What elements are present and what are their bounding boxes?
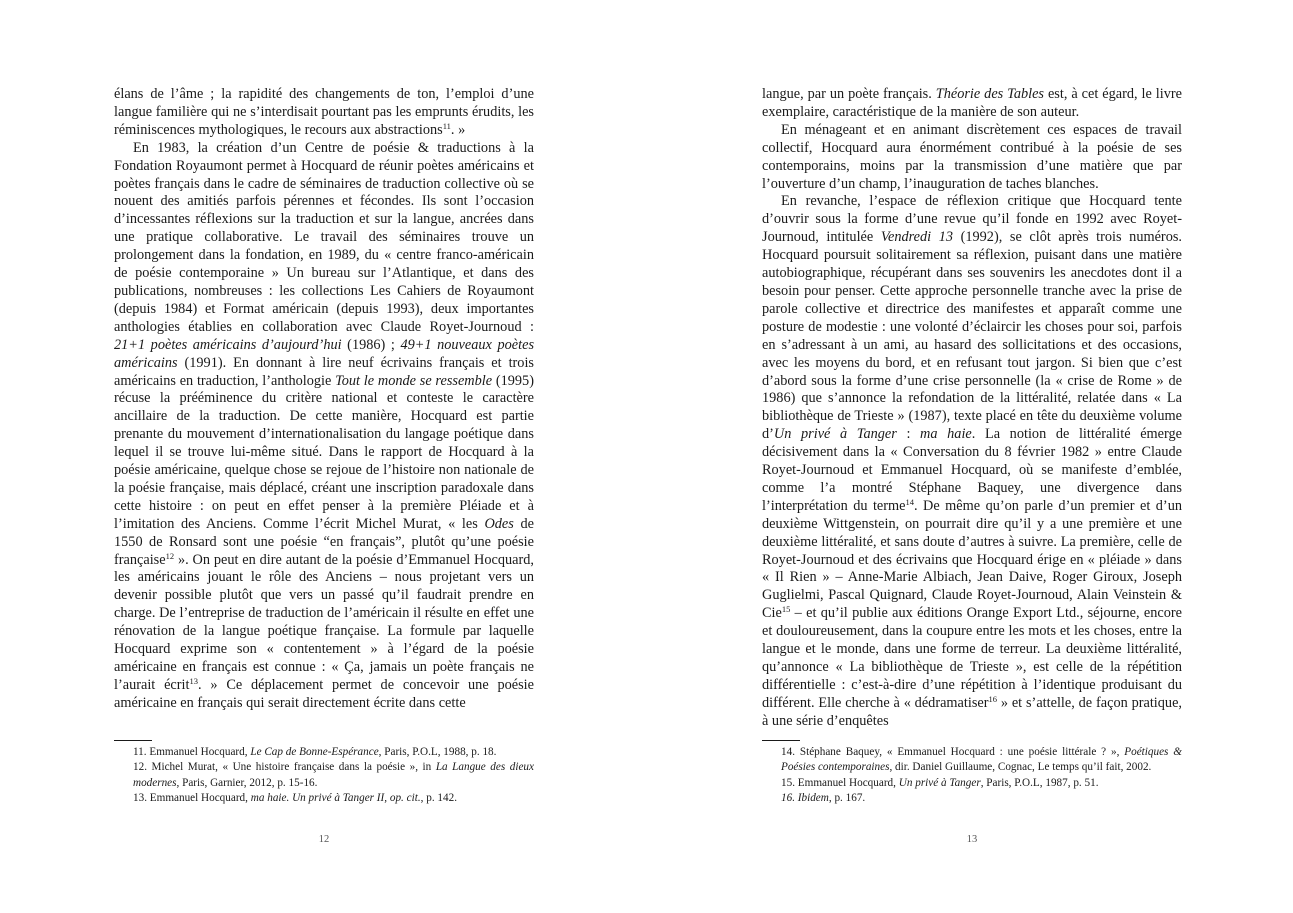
italic-text: Tout le monde se ressemble (335, 372, 493, 389)
text-run: langue, par un poète français. (762, 86, 936, 102)
italic-text: 21+1 poètes américains d’aujourd’hui (114, 336, 342, 353)
left-page-body (114, 86, 534, 713)
footnote-reference: 11 (442, 120, 451, 131)
text-run: 13. Emmanuel Hocquard, (133, 791, 251, 804)
footnote-rule (762, 740, 800, 741)
footnote-reference: 15 (781, 604, 791, 615)
left-page-footnotes (114, 740, 534, 806)
text-run: . » (450, 121, 466, 138)
text-run: , Paris, Garnier, 2012, p. 15-16. (176, 776, 318, 789)
paragraph (762, 193, 1182, 730)
text-run: 14. Stéphane Baquey, « Emmanuel Hocquard : une poésie littérale ? », (781, 746, 1125, 758)
italic-text: Un privé à Tanger (773, 426, 897, 443)
text-run: , Paris, P.O.L, 1988, p. 18. (378, 746, 497, 758)
footnote-rule (114, 740, 152, 741)
paragraph (114, 140, 534, 713)
text-run: . De même qu’on parle d’un premier et d’un deuxième Wittgenstein, on pourrait dire qu’il y a une première et une deuxième littéralité, et sans doute d’autres à suivre. La première, celle de Royet-Journoud et des écrivains que Hocquard érige en « pléiade » dans « Il Rien » – Anne-Marie Albiach, Jean Daive, Roger Giroux, Joseph Guglielmi, Pascal Quignard, Claude Royet-Journoud, Alain Veinstein & Cie (762, 497, 1182, 622)
text-run: élans de l’âme ; la rapidité des changements de ton, l’emploi d’une langue familière qui ne s’interdisait pourtant pas les emprunts érudits, les réminiscences mythologiques, le recours aux abstractions (114, 86, 534, 138)
italic-text: Odes (484, 515, 514, 532)
footnote-reference: 12 (165, 550, 175, 561)
text-run: , dir. Daniel Guillaume, Cognac, Le temps qu’il fait, 2002. (889, 761, 1152, 774)
footnote-16 (762, 791, 1182, 806)
footnote-13 (114, 791, 534, 806)
italic-text: La Langue des dieux modernes (133, 761, 534, 789)
text-run: » et s’attelle, de façon pratique, à une série d’enquêtes (762, 694, 1182, 729)
text-run: En ménageant et en animant discrètement ces espaces de travail collectif, Hocquard aura énormément contribué à la poésie de ses contemporains, moins par la transmission d’une matière que par l’ouverture d’un champ, l’inauguration de taches blanches. (762, 121, 1182, 192)
italic-text: Un privé à Tanger (898, 776, 981, 789)
text-run: 15. Emmanuel Hocquard, (781, 776, 899, 789)
text-run: , p. 167. (828, 791, 866, 804)
text-run: . » Ce déplacement permet de concevoir une poésie américaine en français qui serait directement écrite dans cette (114, 676, 534, 711)
text-run: (1991). En donnant à lire neuf écrivains français et trois américains en traduction, l’anthologie (114, 354, 534, 389)
text-run: En revanche, l’espace de réflexion critique que Hocquard tente d’ouvrir sous la forme d’une revue qu’il fonde en 1992 avec Royet-Journoud, intitulée (762, 193, 1182, 246)
footnote-12 (114, 760, 534, 791)
page-number: 13 (966, 834, 978, 845)
footnote-14 (762, 745, 1182, 776)
footnote-reference: 16 (988, 693, 998, 704)
text-run: (1986) ; (341, 336, 401, 353)
text-run: ». On peut en dire autant de la poésie d’Emmanuel Hocquard, les américains jouant le rôle des Anciens – nous projetant vers un devenir possible plutôt que vers un passé qu’il faudrait prendre en charge. De l’entreprise de traduction de l’américain il résulte en effet une rénovation de la langue poétique française. La formule par laquelle Hocquard exprime son « contentement » à l’égard de la poésie américaine en français est connue : « Ça, jamais un poète français ne l’aurait écrit (114, 551, 534, 693)
text-run: : (896, 426, 921, 443)
text-run: (1995) récuse la prééminence du critère national et conteste le caractère ancillaire de la traduction. De cette manière, Hocquard est partie prenante du mouvement d’internationalisation du langage poétique dans lequel il se trouve lui-même situé. Dans le rapport de Hocquard à la poésie américaine, quelque chose se rejoue de l’histoire non nationale de la poésie française, mais déplacé, créant une inscription paradoxale dans cette histoire : on peut en effet penser à la première Pléiade et à l’imitation des Anciens. Comme l’écrit Michel Murat, « les (114, 372, 534, 532)
text-run: , Paris, P.O.L, 1987, p. 51. (980, 776, 1099, 789)
footnote-15 (762, 776, 1182, 791)
page-number: 12 (318, 834, 330, 845)
italic-text: 16. Ibidem (781, 791, 829, 804)
italic-text: 49+1 nouveaux poètes américains (114, 336, 535, 371)
italic-text: Poétiques & Poésies contemporaines (781, 746, 1182, 774)
text-run: 12. Michel Murat, « Une histoire française dans la poésie », in (133, 761, 436, 774)
footnote-reference: 14 (905, 496, 915, 507)
paragraph (762, 122, 1182, 194)
text-run: En 1983, la création d’un Centre de poésie & traductions à la Fondation Royaumont permet à Hocquard de réunir poètes américains et poètes français dans le cadre de séminaires de traduction collective où se nouent des amitiés parfois pérennes et fécondes. Ils sont l’occasion d’incessantes réflexions sur la traduction et sur la langue, ancrées dans une pratique collaborative. Le travail des séminaires trouve un prolongement dans la fondation, en 1989, du « centre franco-américain de poésie contemporaine » Un bureau sur l’Atlantique, et dans des publications, nombreuses : les collections Les Cahiers de Royaumont (depuis 1984) et Format américain (depuis 1993), deux importantes anthologies établies en collaboration avec Claude Royet-Journoud : (114, 139, 534, 335)
paragraph (762, 86, 1182, 122)
text-run: . La notion de littéralité émerge décisivement dans la « Conversation du 8 février 1982 » entre Claude Royet-Journoud et Emmanuel Hocquard, où se manifeste d’emblée, comme l’a montré Stéphane Baquey, une divergence dans l’interprétation du terme (762, 426, 1183, 514)
text-run: (1992), se clôt après trois numéros. Hocquard poursuit solitairement sa réflexion, puisant dans une matière autobiographique, récupérant dans ses souvenirs les anecdotes dont il a besoin pour penser. Cette approche personnelle tranche avec la prise de parole collective et directrice des manifestes et apparaît comme une posture de modestie : une volonté d’éclaircir les choses pour soi, parfois en s’adressant à un ami, au hasard des sollicitations et des occasions, avec les moyens du bord, et en refusant tout jargon. Si bien que c’est d’abord sous la forme d’une crise personnelle (la « crise de Rome » de 1986) que s’annonce la refondation de la littéralité, relatée dans « La bibliothèque de Trieste » (1987), texte placé en tête du deuxième volume d’ (762, 229, 1182, 443)
text-run: est, à cet égard, le livre exemplaire, caractéristique de la manière de son auteur. (762, 86, 1182, 120)
footnote-11 (114, 745, 534, 760)
italic-text: Le Cap de Bonne-Espérance (250, 746, 379, 758)
italic-text: Vendredi 13 (880, 229, 954, 246)
right-page-footnotes (762, 740, 1182, 806)
italic-text: ma haie (920, 426, 972, 443)
text-run: 11. Emmanuel Hocquard, (133, 746, 251, 758)
footnote-reference: 13 (189, 675, 198, 686)
italic-text: ma haie. Un privé à Tanger II, op. cit. (250, 791, 421, 804)
right-page-body (762, 86, 1182, 731)
text-run: de 1550 de Ronsard sont une poésie “en français”, plutôt qu’une poésie française (114, 515, 534, 568)
italic-text: Théorie des Tables (935, 86, 1044, 102)
text-run: – et qu’il publie aux éditions Orange Export Ltd., séjourne, encore et douloureusement, dans la coupure entre les mots et les choses, entre la langue et le monde, dans une forme de terreur. La deuxième littéralité, qu’annonce « La bibliothèque de Trieste », est celle de la répétition différentielle : c’est-à-dire d’une répétition à l’identique produisant du différent. Elle cherche à « dédramatiser (762, 605, 1182, 711)
paragraph (114, 86, 534, 140)
text-run: , p. 142. (420, 791, 457, 804)
